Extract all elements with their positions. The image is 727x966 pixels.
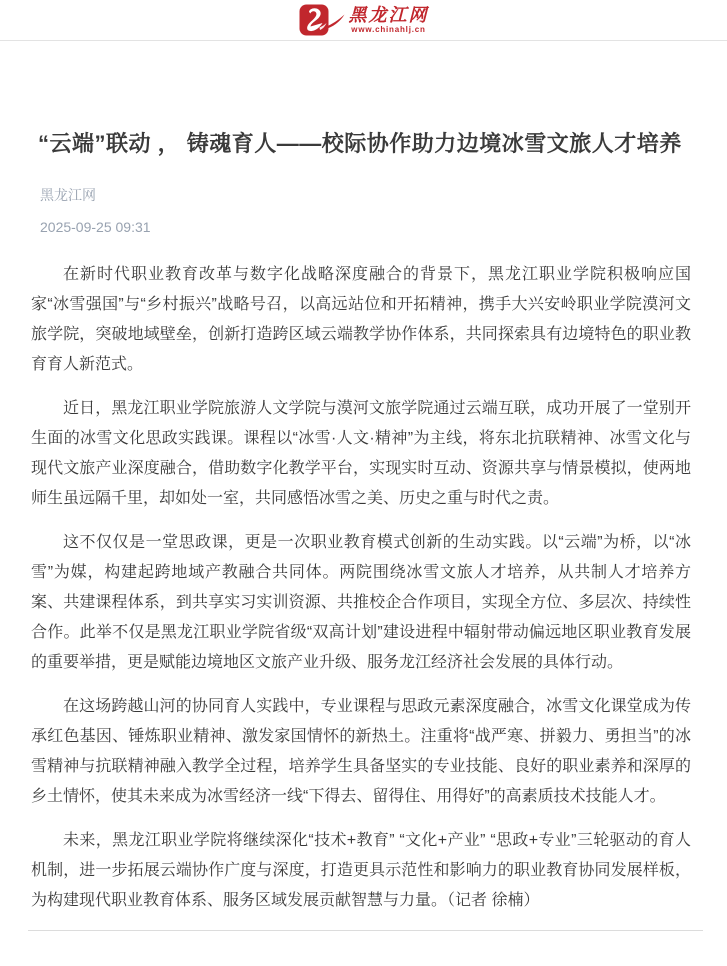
site-logo[interactable] [299, 3, 429, 37]
logo-wordmark: 黑龙江网 [348, 5, 429, 25]
article-paragraph: 未来，黑龙江职业学院将继续深化“技术+教育” “文化+产业” “思政+专业”三轮驱动的育人机制，进一步拓展云端协作广度与深度，打造更具示范性和影响力的职业教育协同发展样板，为构建现代职业教育体系、服务区域发展贡献智慧与力量。（记者 徐楠） [31, 832, 691, 909]
article-paragraph: 近日，黑龙江职业学院旅游人文学院与漠河文旅学院通过云端互联，成功开展了一堂别开生面的冰雪文化思政实践课。课程以“冰雪·人文·精神”为主线，将东北抗联精神、冰雪文化与现代文旅产业深度融合，借助数字化教学平台，实现实时互动、资源共享与情景模拟，使两地师生虽远隔千里，却如处一室，共同感悟冰雪之美、历史之重与时代之责。 [31, 400, 691, 507]
article-page [0, 128, 727, 931]
logo-url: www.chinahlj.cn [351, 25, 426, 34]
article-publish-time: 2025-09-25 09:31 [40, 219, 151, 235]
swan-logo-icon [299, 3, 345, 37]
article-body [31, 260, 691, 916]
article-paragraph: 在这场跨越山河的协同育人实践中，专业课程与思政元素深度融合，冰雪文化课堂成为传承红色基因、锤炼职业精神、激发家国情怀的新热土。注重将“战严寒、拼毅力、勇担当”的冰雪精神与抗联精神融入教学全过程，培养学生具备坚实的专业技能、良好的职业素养和深厚的乡土情怀，使其未来成为冰雪经济一线“下得去、留得住、用得好”的高素质技术技能人才。 [31, 698, 691, 805]
article-paragraph: 这不仅仅是一堂思政课，更是一次职业教育模式创新的生动实践。以“云端”为桥，以“冰雪”为媒，构建起跨地域产教融合共同体。两院围绕冰雪文旅人才培养，从共制人才培养方案、共建课程体系，到共享实习实训资源、共推校企合作项目，实现全方位、多层次、持续性合作。此举不仅是黑龙江职业学院省级“双高计划”建设进程中辐射带动偏远地区职业教育发展的重要举措，更是赋能边境地区文旅产业升级、服务龙江经济社会发展的具体行动。 [31, 534, 691, 671]
article-paragraph: 在新时代职业教育改革与数字化战略深度融合的背景下，黑龙江职业学院积极响应国家“冰雪强国”与“乡村振兴”战略号召，以高远站位和开拓精神，携手大兴安岭职业学院漠河文旅学院，突破地域壁垒，创新打造跨区域云端教学协作体系，共同探索具有边境特色的职业教育育人新范式。 [31, 266, 691, 373]
article-title: “云端”联动 ， 铸魂育人——校际协作助力边境冰雪文旅人才培养 [38, 131, 682, 156]
site-header [0, 0, 727, 41]
logo-text-block [349, 6, 429, 34]
article-source: 黑龙江网 [40, 187, 96, 203]
bottom-divider [28, 930, 703, 931]
